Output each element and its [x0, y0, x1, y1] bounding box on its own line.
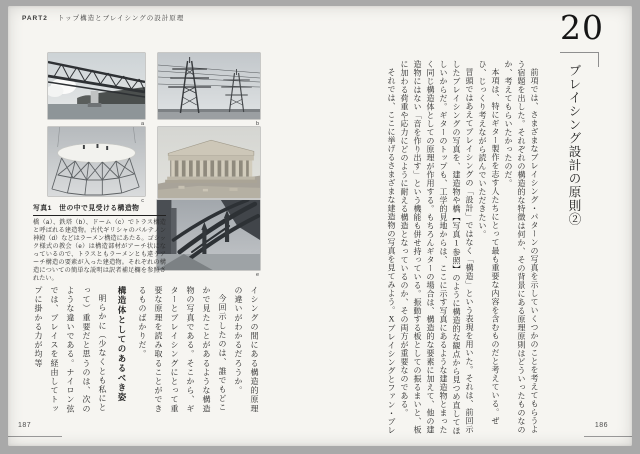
dome-frame-illustration: [48, 127, 145, 196]
part-title: トップ構造とブレイシングの設計原理: [57, 15, 185, 22]
footer-rule-right: [584, 436, 632, 437]
left-page-body-text: [30, 286, 262, 418]
photo-label-b: b: [255, 120, 259, 127]
body-paragraph: 前項では、さまざまなブレイシング・パターンの写真を示していくつかのことを考えてもらうよう宿題を出した。それぞれの構造的な特徴は何か、その背景にある原理原則はどういったものなのか、考えてもらいたかったのだ。: [504, 60, 539, 434]
caption-body: 橋（a）、鉄塔（b）、ドーム（c）でトラス構造と呼ばれる建造物。古代ギリシャのパルテノン神殿（d）などはラーメン構造にあたる。ゴシック様式の教会（e）は構造部材がアーチ状になっているので、トラスともラーメンとも違うアーチ構造の要素が入った建造物。それぞれの構造についての簡単な説明は訳者補足欄を参照されたい。: [33, 218, 166, 283]
gothic-cathedral-illustration: [157, 200, 260, 270]
body-paragraph: 本項は、特にギター製作を志す人たちにとって最も重要な内容を含むものだと考えている。ぜひ、じっくり考えながら読んでいただきたい。: [478, 60, 500, 425]
body-paragraph: 今回示したのは、誰でもどこかで見たことがあるような構造物の写真である。そこから、ギターとブレイシングにとって重要な原理を読み取ることができるものばかりだ。: [138, 286, 227, 414]
body-paragraph: それでは、ここに挙げるさまざまな建造物の写真を見てみよう。Xブレイシングとファン・ブレ: [387, 68, 396, 435]
body-paragraph-continuation: イシングの間にある構造的原理の違いがわかるだろうか。: [234, 286, 259, 414]
photo-b-transmission-towers: [158, 53, 260, 127]
chapter-title: ブレイシング設計の原則②: [567, 64, 581, 226]
photo-c-dome-frame: [48, 127, 145, 204]
transmission-towers-illustration: [158, 53, 260, 119]
section-heading: 構造体としてのあるべき姿: [117, 286, 127, 403]
photo-e-gothic-cathedral: [157, 200, 260, 278]
book-spread: [8, 6, 632, 446]
photo-caption: [33, 202, 166, 283]
chapter-number: 20: [560, 8, 604, 47]
photo-d-parthenon: [158, 127, 260, 198]
right-page-body-text: [385, 60, 541, 436]
parthenon-illustration: [158, 127, 260, 198]
photo-label-c: c: [141, 197, 144, 204]
page-number-right: 186: [594, 422, 608, 429]
photo-a-truss-bridge: [48, 53, 145, 127]
truss-bridge-illustration: [48, 53, 145, 119]
body-paragraph: 明らかに（少なくとも私にとって）重要だと思うのは、次のような違いである。ナイロン弦では、ブレイスを経由してトップに掛かる力が均等: [34, 286, 107, 414]
running-header: [22, 13, 184, 22]
photo-label-e: e: [255, 271, 259, 278]
footer-rule-left: [8, 436, 62, 437]
page-number-left: 187: [18, 422, 32, 429]
part-label: PART2: [22, 15, 48, 22]
photo-label-a: a: [140, 120, 144, 127]
caption-title: 写真1 世の中で見受ける構造物: [33, 202, 166, 216]
body-paragraph: 冒頭ではあえてブレイシングの「設計」ではなく「構造」という表現を用いた。それは、前回示したブレイシングの写真を、建造物や橋【写真1参照】のように構造的な観点から見つめ直してほしいからだ。ギターのトップも、工学的見地からは、ここに示す写真にあるような建造物とまったく同じ構造体としての原理が作用する。もちろんギターの場合は、構造的な要素に加えて、他の建造物にはない「音を作り出す」という機能も併せ持っている。振動する板としての振るまいと、板に加わる荷重や応力にどのように耐える構造となっているのか、その両方が重要なのである。: [400, 60, 474, 435]
